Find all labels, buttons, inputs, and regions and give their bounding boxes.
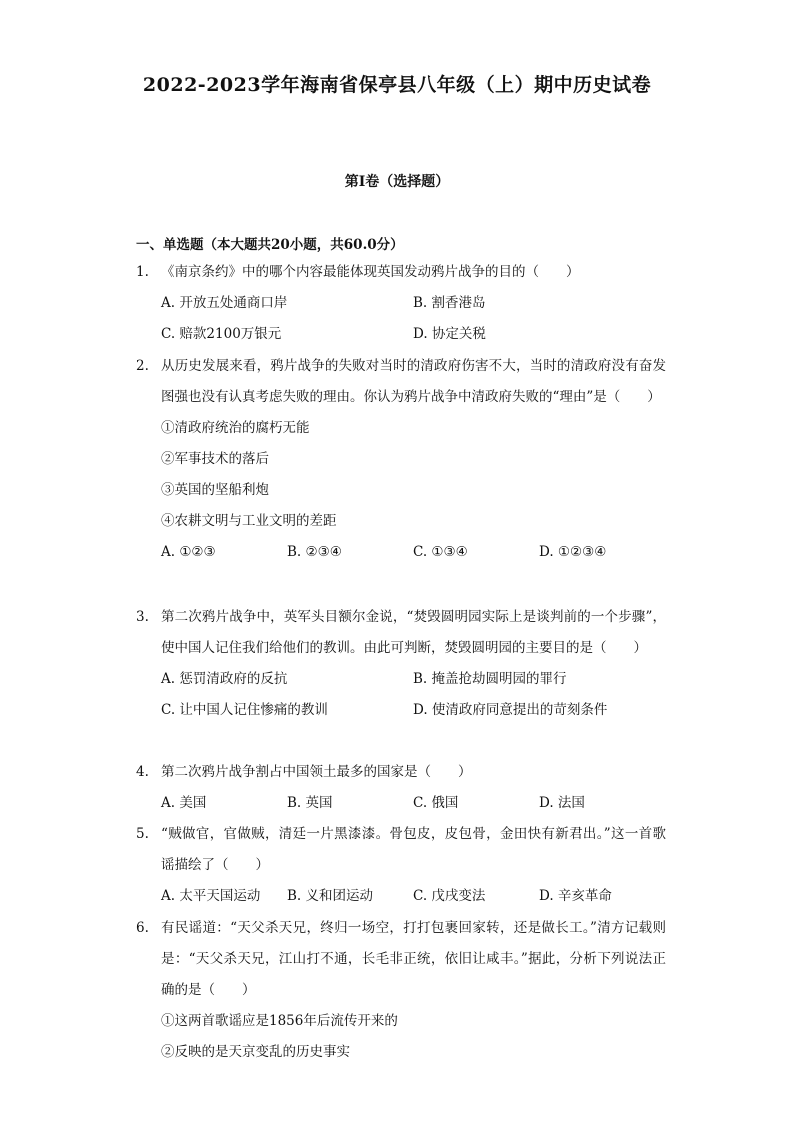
option-d: D. ①②③④ xyxy=(539,544,607,560)
option-c: C. 戊戌变法 xyxy=(413,888,486,904)
option-a: A. 美国 xyxy=(161,795,207,811)
statement-item: ②军事技术的落后 xyxy=(161,451,269,467)
options-row xyxy=(161,881,666,912)
options-row xyxy=(161,319,666,350)
statement-item: ④农耕文明与工业文明的差距 xyxy=(161,513,337,529)
statement-item: ②反映的是天京变乱的历史事实 xyxy=(161,1044,350,1060)
question-4 xyxy=(136,757,666,819)
options-row xyxy=(161,537,666,568)
option-d: D. 辛亥革命 xyxy=(539,888,612,904)
options-row xyxy=(161,664,666,695)
question-3 xyxy=(136,602,666,726)
question-number: 3. xyxy=(136,609,149,625)
question-number: 1. xyxy=(136,264,149,280)
volume-subtitle: 第I卷（选择题） xyxy=(344,174,450,190)
question-number: 4. xyxy=(136,764,149,780)
exam-title: 2022-2023学年海南省保亭县八年级（上）期中历史试卷 xyxy=(142,74,652,96)
option-c: C. 俄国 xyxy=(413,795,459,811)
option-a: A. ①②③ xyxy=(161,544,216,560)
question-number: 2. xyxy=(136,358,149,374)
question-text: 从历史发展来看，鸦片战争的失败对当时的清政府伤害不大，当时的清政府没有奋发图强也没有认真考虑失败的理由。你认为鸦片战争中清政府失败的“理由”是（ ） xyxy=(161,358,666,405)
option-b: B. 英国 xyxy=(287,795,333,811)
statement-item: ①清政府统治的腐朽无能 xyxy=(161,420,310,436)
option-b: B. ②③④ xyxy=(287,544,342,560)
question-2 xyxy=(136,351,666,568)
options-row xyxy=(161,695,666,726)
question-text: 第二次鸦片战争中，英军头目额尔金说，“焚毁圆明园实际上是谈判前的一个步骤”，使中国人记住我们给他们的教训。由此可判断，焚毁圆明园的主要目的是（ ） xyxy=(161,609,666,656)
option-c: C. 让中国人记住惨痛的教训 xyxy=(161,702,328,718)
question-text: 有民谣道：“天父杀天兄，终归一场空，打打包裹回家转，还是做长工。”清方记载则是：“天父杀天兄，江山打不通，长毛非正统，依旧让咸丰。”据此，分析下列说法正确的是（ ） xyxy=(161,920,666,998)
question-text: “贼做官，官做贼，清廷一片黑漆漆。骨包皮，皮包骨，金田快有新君出。”这一首歌谣描绘了（ ） xyxy=(161,826,666,873)
question-number: 5. xyxy=(136,826,149,842)
question-text: 第二次鸦片战争割占中国领土最多的国家是（ ） xyxy=(161,764,472,780)
section-heading: 一、单选题（本大题共20小题，共60.0分） xyxy=(136,237,404,253)
option-d: D. 协定关税 xyxy=(413,326,486,342)
statement-item: ①这两首歌谣应是1856年后流传开来的 xyxy=(161,1013,398,1029)
question-6 xyxy=(136,913,666,1068)
option-d: D. 使清政府同意提出的苛刻条件 xyxy=(413,702,608,718)
question-5 xyxy=(136,819,666,912)
option-a: A. 太平天国运动 xyxy=(161,888,261,904)
statement-item: ③英国的坚船利炮 xyxy=(161,482,269,498)
option-b: B. 义和团运动 xyxy=(287,888,374,904)
option-b: B. 掩盖抢劫圆明园的罪行 xyxy=(413,671,567,687)
option-d: D. 法国 xyxy=(539,795,585,811)
options-row xyxy=(161,288,666,319)
option-a: A. 惩罚清政府的反抗 xyxy=(161,671,288,687)
question-1 xyxy=(136,257,666,350)
option-b: B. 割香港岛 xyxy=(413,295,486,311)
question-number: 6. xyxy=(136,920,149,936)
option-a: A. 开放五处通商口岸 xyxy=(161,295,288,311)
question-text: 《南京条约》中的哪个内容最能体现英国发动鸦片战争的目的（ ） xyxy=(161,264,580,280)
options-row xyxy=(161,788,666,819)
option-c: C. 赔款2100万银元 xyxy=(161,326,282,342)
option-c: C. ①③④ xyxy=(413,544,468,560)
